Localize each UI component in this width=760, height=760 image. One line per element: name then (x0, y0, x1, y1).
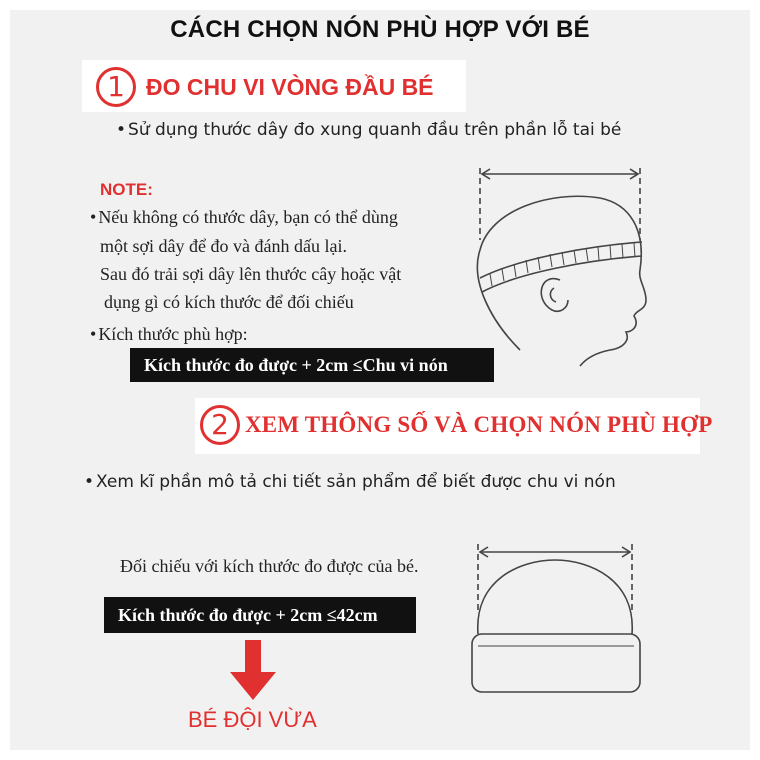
fit-label: • Kích thước phù hợp: (90, 324, 248, 345)
note-line-3: Sau đó trải sợi dây lên thước cây hoặc vật (100, 264, 402, 284)
page-title: CÁCH CHỌN NÓN PHÙ HỢP VỚI BÉ (170, 16, 590, 43)
section1-heading: ĐO CHU VI VÒNG ĐẦU BÉ (146, 74, 434, 100)
step-number-2: 2 (200, 405, 240, 445)
note-line-2: một sợi dây để đo và đánh dấu lại. (100, 236, 347, 256)
compare-text: Đối chiếu với kích thước đo được của bé. (120, 556, 419, 576)
section2-heading: XEM THÔNG SỐ VÀ CHỌN NÓN PHÙ HỢP (245, 412, 713, 437)
note-label: NOTE: (100, 180, 153, 199)
step-number-1: 1 (96, 67, 136, 107)
beanie-hat-icon (460, 540, 650, 700)
note-line-1: • Nếu không có thước dây, bạn có thể dùng (90, 207, 398, 228)
formula-box-2: Kích thước đo được + 2cm ≤42cm (104, 597, 416, 633)
section2-instruction: • Xem kĩ phần mô tả chi tiết sản phẩm để biết được chu vi nón (84, 472, 616, 492)
note-line-4: dụng gì có kích thước để đối chiếu (104, 292, 354, 312)
result-text: BÉ ĐỘI VỪA (188, 707, 317, 732)
formula-box-1: Kích thước đo được + 2cm ≤Chu vi nón (130, 348, 494, 382)
down-arrow-icon (228, 640, 278, 702)
section1-instruction: • Sử dụng thước dây đo xung quanh đầu trên phần lỗ tai bé (116, 120, 621, 140)
baby-head-measure-icon (460, 160, 660, 370)
